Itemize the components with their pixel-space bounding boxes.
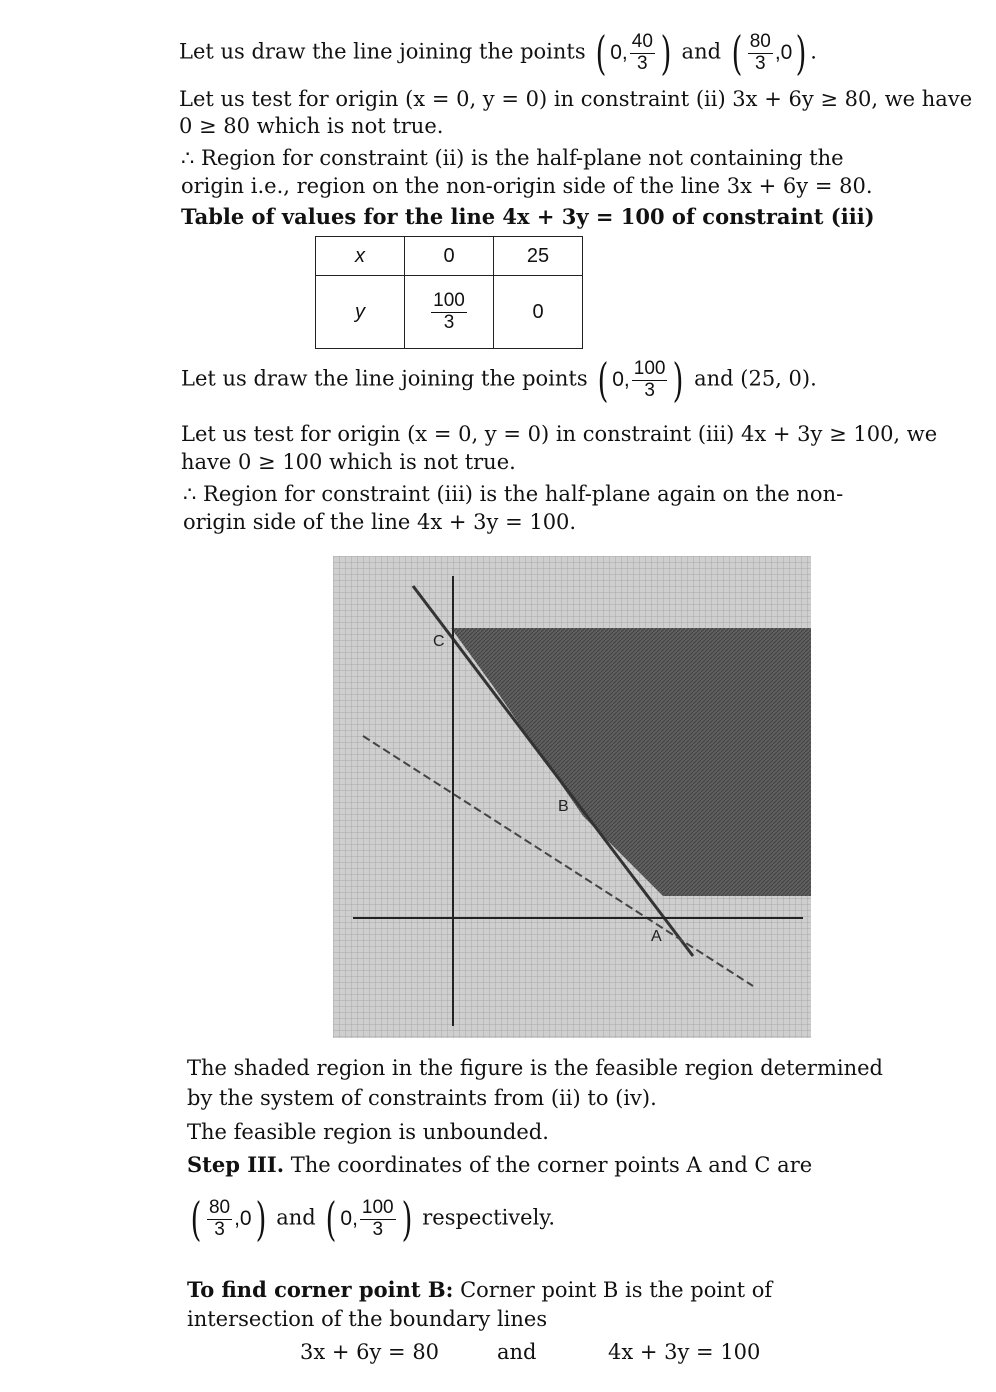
p5-line1: Let us test for origin (x = 0, y = 0) in constraint (iii) 4x + 3y ≥ 100, we	[181, 422, 938, 446]
cornerb-line2: intersection of the boundary lines	[187, 1307, 548, 1331]
point-80-3-0: ( $\frac{80}{3}$ ,0 )	[731, 26, 807, 80]
feasible-region-figure	[333, 556, 811, 1038]
p2-line1: Let us test for origin (x = 0, y = 0) in constraint (ii) 3x + 6y ≥ 80, we have	[179, 87, 973, 111]
corner-label-c: C	[433, 633, 445, 650]
values-table	[315, 236, 583, 349]
p1-line: Let us draw the line joining the points ( 0, $\frac{40}{3}$ ) and ( $\frac{80}{3}$ ,0 ) .	[179, 26, 817, 80]
equation-2: 4x + 3y = 100	[608, 1340, 761, 1364]
step3-line	[187, 1151, 812, 1179]
p2-line2: 0 ≥ 80 which is not true.	[179, 114, 444, 138]
table-cell: $\frac{100}{3}$	[405, 276, 494, 349]
p3-line1: ∴ Region for constraint (ii) is the half-plane not containing the	[181, 146, 844, 170]
step3-text: The coordinates of the corner points A and C are	[290, 1153, 813, 1177]
p1-and: and	[681, 39, 722, 64]
p4-line: Let us draw the line joining the points ( 0, $\frac{100}{3}$ ) and (25, 0).	[181, 353, 817, 407]
step3-label: Step III.	[187, 1152, 285, 1177]
point-0-40-3: ( 0, $\frac{40}{3}$ )	[595, 26, 672, 80]
table-cell: 0	[494, 276, 583, 349]
table-row-x	[316, 237, 583, 276]
point-0-100-3: ( 0, $\frac{100}{3}$ )	[597, 353, 684, 407]
p1-lead: Let us draw the line joining the points	[179, 39, 586, 64]
corner-label-a: A	[651, 928, 662, 945]
table-cell: 0	[405, 237, 494, 276]
cornerb-line1: To find corner point B: Corner point B is the point of	[187, 1277, 773, 1302]
corners-line: ( $\frac{80}{3}$ ,0 ) and ( 0, $\frac{100}{3}$ ) respectively.	[187, 1196, 555, 1242]
point-a: ( $\frac{80}{3}$ ,0 )	[190, 1192, 266, 1246]
p7-line2: by the system of constraints from (ii) to (iv).	[187, 1086, 657, 1110]
p3-line2: origin i.e., region on the non-origin side of the line 3x + 6y = 80.	[181, 174, 873, 198]
point-c: ( 0, $\frac{100}{3}$ )	[326, 1192, 412, 1246]
p6-line1: ∴ Region for constraint (iii) is the half-plane again on the non-	[183, 482, 844, 506]
table-cell: y	[316, 276, 405, 349]
p6-line2: origin side of the line 4x + 3y = 100.	[183, 510, 577, 534]
table-cell: x	[316, 237, 405, 276]
equation-1: 3x + 6y = 80	[300, 1340, 440, 1364]
corner-label-b: B	[558, 798, 569, 815]
p7-line3: The feasible region is unbounded.	[187, 1120, 549, 1144]
equation-and: and	[497, 1340, 537, 1364]
table-cell: 25	[494, 237, 583, 276]
feasible-region-graph	[333, 556, 811, 1038]
table-heading: Table of values for the line 4x + 3y = 100 of constraint (iii)	[181, 204, 875, 229]
p5-line2: have 0 ≥ 100 which is not true.	[181, 450, 516, 474]
p7-line1: The shaded region in the figure is the feasible region determined	[187, 1056, 883, 1080]
table-row-y	[316, 276, 583, 349]
cornerb-label: To find corner point B:	[187, 1277, 454, 1302]
